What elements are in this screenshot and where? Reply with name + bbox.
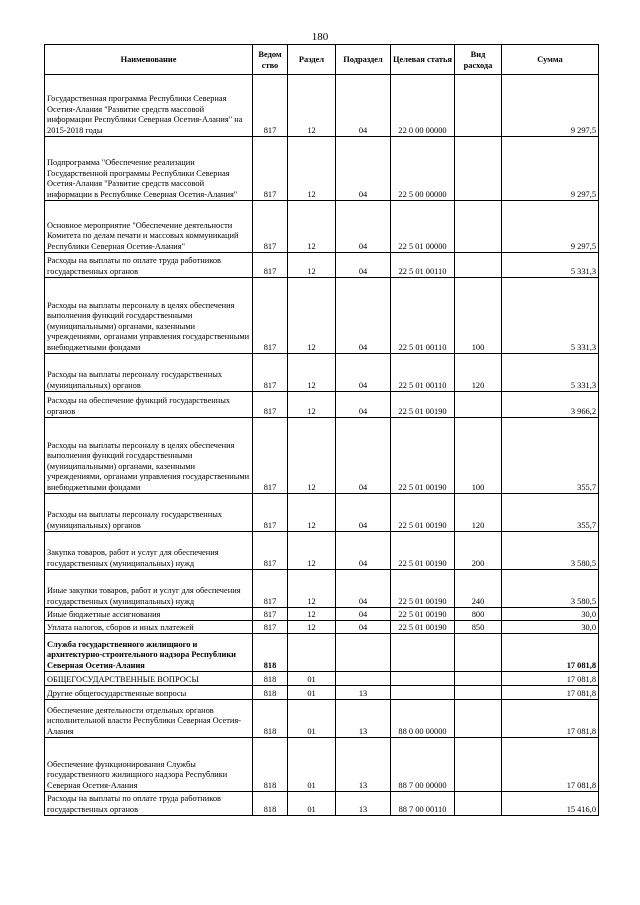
row-expense [455, 700, 502, 738]
row-section: 01 [288, 792, 336, 816]
row-dept: 817 [253, 570, 288, 608]
row-section: 12 [288, 532, 336, 570]
row-section: 01 [288, 700, 336, 738]
row-subsection: 04 [336, 137, 391, 201]
row-dept: 818 [253, 634, 288, 672]
row-section: 12 [288, 354, 336, 392]
row-expense: 100 [455, 418, 502, 494]
row-sum: 5 331,3 [502, 354, 599, 392]
row-sum: 17 081,8 [502, 738, 599, 792]
row-subsection [336, 672, 391, 686]
row-subsection: 13 [336, 686, 391, 700]
row-subsection: 04 [336, 608, 391, 621]
row-target: 22 5 01 00190 [391, 532, 455, 570]
row-name: Государственная программа Республики Северная Осетия-Алания "Развитие средств массовой информации Республики Северная Осетия-Алания" на 2015-2018 годы [45, 75, 253, 137]
row-name: Расходы на выплаты персоналу в целях обеспечения выполнения функций государственными (муниципальными) органами, казенными учреждениями, органами управления государственными внебюджетными фондами [45, 278, 253, 354]
table-row [45, 738, 599, 792]
row-sum: 17 081,8 [502, 634, 599, 672]
row-subsection: 13 [336, 738, 391, 792]
row-dept: 817 [253, 532, 288, 570]
row-name: Обеспечение функционирования Службы государственного жилищного надзора Республики Северная Осетия-Алания [45, 738, 253, 792]
row-subsection: 04 [336, 75, 391, 137]
header-dept: Ведом ство [253, 45, 288, 75]
page-number: 180 [311, 31, 329, 43]
row-sum: 9 297,5 [502, 75, 599, 137]
row-sum: 30,0 [502, 621, 599, 634]
row-target [391, 686, 455, 700]
row-subsection: 04 [336, 621, 391, 634]
row-dept: 817 [253, 278, 288, 354]
table-row [45, 700, 599, 738]
row-sum: 17 081,8 [502, 686, 599, 700]
row-name: Уплата налогов, сборов и иных платежей [45, 621, 253, 634]
table-row [45, 686, 599, 700]
table-row [45, 253, 599, 278]
row-name: Расходы на обеспечение функций государственных органов [45, 392, 253, 418]
table-row [45, 75, 599, 137]
row-target: 22 5 01 00190 [391, 621, 455, 634]
table-header-row [45, 45, 599, 75]
row-target: 22 5 01 00110 [391, 278, 455, 354]
row-sum: 3 580,5 [502, 570, 599, 608]
row-section: 12 [288, 137, 336, 201]
row-dept: 817 [253, 392, 288, 418]
row-subsection: 04 [336, 201, 391, 253]
header-subsection: Подраздел [336, 45, 391, 75]
row-expense: 850 [455, 621, 502, 634]
row-target: 88 7 00 00000 [391, 738, 455, 792]
row-name: Иные бюджетные ассигнования [45, 608, 253, 621]
header-sum: Сумма [502, 45, 599, 75]
row-name: Основное мероприятие "Обеспечение деятельности Комитета по делам печати и массовых коммуникаций Республики Северная Осетия-Алания" [45, 201, 253, 253]
row-subsection: 04 [336, 253, 391, 278]
row-sum: 17 081,8 [502, 700, 599, 738]
row-expense [455, 392, 502, 418]
table-row-department [45, 634, 599, 672]
row-expense: 240 [455, 570, 502, 608]
row-target: 22 5 01 00110 [391, 253, 455, 278]
row-subsection: 04 [336, 354, 391, 392]
row-sum: 17 081,8 [502, 672, 599, 686]
table-row [45, 418, 599, 494]
row-target: 22 5 01 00190 [391, 494, 455, 532]
row-name: Закупка товаров, работ и услуг для обеспечения государственных (муниципальных) нужд [45, 532, 253, 570]
row-target: 22 5 01 00110 [391, 354, 455, 392]
row-expense [455, 792, 502, 816]
row-dept: 817 [253, 253, 288, 278]
table-row [45, 570, 599, 608]
row-target: 22 5 01 00190 [391, 418, 455, 494]
row-expense [455, 672, 502, 686]
row-target: 22 5 01 00190 [391, 608, 455, 621]
row-sum: 355,7 [502, 418, 599, 494]
row-target: 22 5 01 00000 [391, 201, 455, 253]
row-dept: 817 [253, 75, 288, 137]
row-sum: 5 331,3 [502, 253, 599, 278]
row-expense: 100 [455, 278, 502, 354]
row-subsection: 04 [336, 418, 391, 494]
row-expense: 200 [455, 532, 502, 570]
row-name: Обеспечение деятельности отдельных органов исполнительной власти Республики Северная Осетия-Алания [45, 700, 253, 738]
row-subsection: 13 [336, 792, 391, 816]
row-dept: 818 [253, 738, 288, 792]
row-section: 12 [288, 201, 336, 253]
row-section: 01 [288, 686, 336, 700]
row-target: 22 5 01 00190 [391, 392, 455, 418]
row-sum: 5 331,3 [502, 278, 599, 354]
row-dept: 817 [253, 137, 288, 201]
table-row [45, 608, 599, 621]
row-sum: 3 966,2 [502, 392, 599, 418]
table-row [45, 532, 599, 570]
budget-table [44, 44, 599, 816]
table-row [45, 278, 599, 354]
row-section: 12 [288, 278, 336, 354]
table-row [45, 354, 599, 392]
row-sum: 9 297,5 [502, 201, 599, 253]
row-name: Расходы на выплаты персоналу в целях обеспечения выполнения функций государственными (муниципальными) органами, казенными учреждениями, органами управления государственными внебюджетными фондами [45, 418, 253, 494]
row-expense: 120 [455, 354, 502, 392]
row-subsection [336, 634, 391, 672]
table-row [45, 792, 599, 816]
row-section: 12 [288, 392, 336, 418]
row-target: 22 5 00 00000 [391, 137, 455, 201]
row-name: Расходы на выплаты персоналу государственных (муниципальных) органов [45, 354, 253, 392]
row-subsection: 13 [336, 700, 391, 738]
row-section: 12 [288, 570, 336, 608]
row-expense: 800 [455, 608, 502, 621]
row-dept: 817 [253, 201, 288, 253]
row-subsection: 04 [336, 278, 391, 354]
row-target: 22 0 00 00000 [391, 75, 455, 137]
row-section: 12 [288, 608, 336, 621]
row-section: 12 [288, 494, 336, 532]
row-name: Иные закупки товаров, работ и услуг для обеспечения государственных (муниципальных) нужд [45, 570, 253, 608]
row-subsection: 04 [336, 494, 391, 532]
row-dept: 818 [253, 792, 288, 816]
row-section: 12 [288, 621, 336, 634]
row-target: 22 5 01 00190 [391, 570, 455, 608]
row-expense [455, 75, 502, 137]
row-expense [455, 253, 502, 278]
row-dept: 818 [253, 700, 288, 738]
table-row [45, 621, 599, 634]
row-expense [455, 137, 502, 201]
table-row [45, 137, 599, 201]
row-name: Расходы на выплаты персоналу государственных (муниципальных) органов [45, 494, 253, 532]
row-dept: 817 [253, 418, 288, 494]
header-target: Целевая статья [391, 45, 455, 75]
row-subsection: 04 [336, 532, 391, 570]
table-row [45, 494, 599, 532]
row-sum: 30,0 [502, 608, 599, 621]
row-section: 12 [288, 253, 336, 278]
row-section: 01 [288, 738, 336, 792]
row-dept: 817 [253, 494, 288, 532]
row-expense [455, 634, 502, 672]
row-target: 88 7 00 00110 [391, 792, 455, 816]
row-dept: 817 [253, 354, 288, 392]
row-target: 88 0 00 00000 [391, 700, 455, 738]
row-name: Служба государственного жилищного и архитектурно-строительного надзора Республики Северная Осетия-Алания [45, 634, 253, 672]
row-name: Другие общегосударственные вопросы [45, 686, 253, 700]
row-dept: 818 [253, 686, 288, 700]
table-row [45, 672, 599, 686]
row-name: Расходы на выплаты по оплате труда работников государственных органов [45, 253, 253, 278]
row-expense [455, 738, 502, 792]
row-expense [455, 201, 502, 253]
row-target [391, 672, 455, 686]
row-section: 01 [288, 672, 336, 686]
row-target [391, 634, 455, 672]
row-dept: 817 [253, 608, 288, 621]
row-name: Расходы на выплаты по оплате труда работников государственных органов [45, 792, 253, 816]
row-subsection: 04 [336, 570, 391, 608]
row-section: 12 [288, 75, 336, 137]
row-expense [455, 686, 502, 700]
row-name: ОБЩЕГОСУДАРСТВЕННЫЕ ВОПРОСЫ [45, 672, 253, 686]
row-dept: 818 [253, 672, 288, 686]
row-dept: 817 [253, 621, 288, 634]
row-sum: 15 416,0 [502, 792, 599, 816]
table-row [45, 201, 599, 253]
row-section: 12 [288, 418, 336, 494]
table-row [45, 392, 599, 418]
row-name: Подпрограмма "Обеспечение реализации Государственной программы Республики Северная Осетия-Алания "Развитие средств массовой информации в Республике Северная Осетия-Алания" [45, 137, 253, 201]
header-section: Раздел [288, 45, 336, 75]
row-section [288, 634, 336, 672]
row-sum: 9 297,5 [502, 137, 599, 201]
row-sum: 3 580,5 [502, 532, 599, 570]
header-expense: Вид расхода [455, 45, 502, 75]
row-expense: 120 [455, 494, 502, 532]
row-sum: 355,7 [502, 494, 599, 532]
header-name: Наименование [45, 45, 253, 75]
row-subsection: 04 [336, 392, 391, 418]
